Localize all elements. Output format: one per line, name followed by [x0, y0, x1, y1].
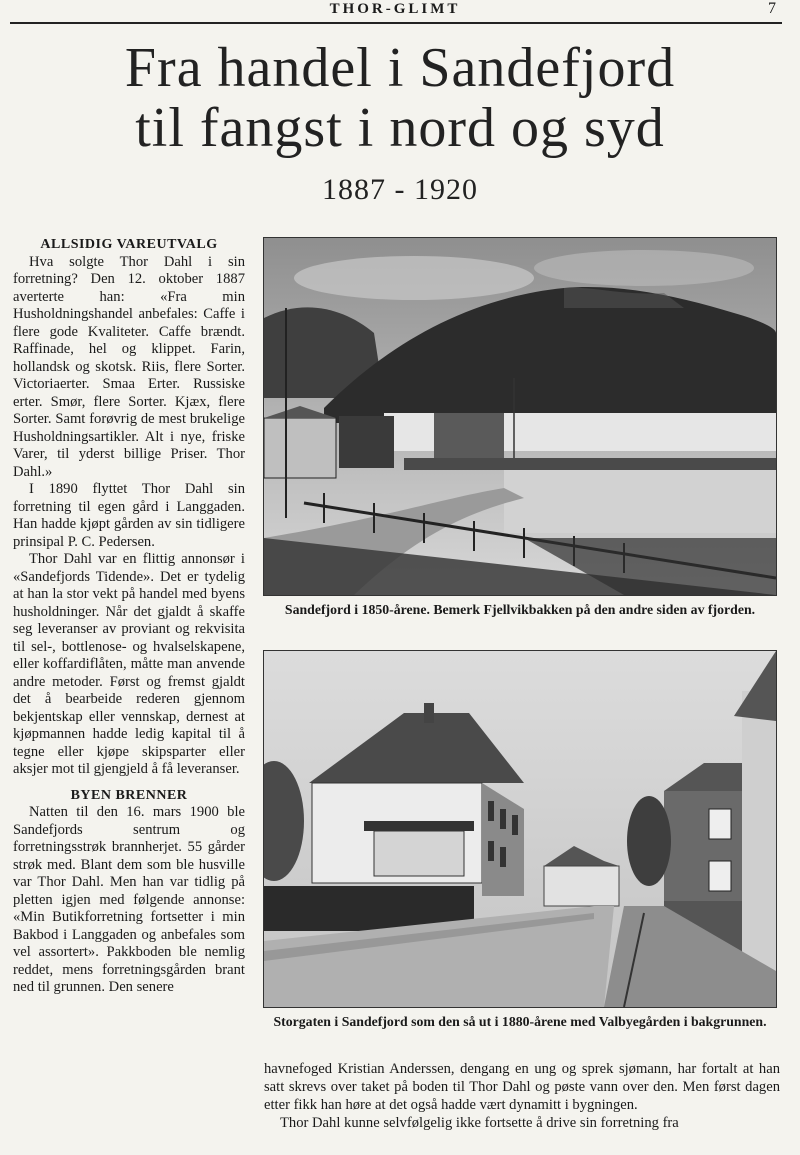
page-number: 7 — [768, 0, 776, 17]
photo-caption-2: Storgaten i Sandefjord som den så ut i 1880-årene med Valbyegården i bakgrunnen. — [273, 1014, 767, 1029]
section-heading-vareutvalg: ALLSIDIG VAREUTVALG — [40, 237, 218, 252]
left-column — [13, 236, 245, 997]
article-headline — [0, 38, 800, 210]
paragraph: I 1890 flyttet Thor Dahl sin forretning til egen gård i Langgaden. Han hadde kjøpt gården av sin tidligere prinsipal P. C. Pedersen. — [13, 481, 245, 550]
photo-caption-1: Sandefjord i 1850-årene. Bemerk Fjellvikbakken på den andre siden av fjorden. — [284, 602, 756, 617]
headline-years: 1887 - 1920 — [322, 173, 478, 206]
paragraph: havnefoged Kristian Anderssen, dengang en ung og sprek sjømann, har fortalt at han satt skrevs over taket på boden til Thor Dahl og pøste vann over den. Men først dagen etter fikk han høre at det også hadde vært dynamitt i bygningen. — [264, 1061, 780, 1113]
headline-line-2: til fangst i nord og syd — [135, 97, 665, 159]
magazine-title: THOR-GLIMT — [329, 1, 461, 17]
section-heading-byen-brenner: BYEN BRENNER — [70, 787, 188, 803]
paragraph: Natten til den 16. mars 1900 ble Sandefjords sentrum og forretningsstrøk brannherjet. 55 gårder strøk med. Blant dem som ble husville var Thor Dahl. Men han var tidlig på pletten igjen med følgende annonse: «Min Butikforretning fortsetter i min Bakbod i Langgaden og anbefales som vel assortert». Pakkboden ble nemlig reddet, mens forretningsgården brant ned til grunnen. Den senere — [13, 804, 245, 995]
header-rule — [10, 22, 782, 24]
paragraph: Thor Dahl var en flittig annonsør i «Sandefjords Tidende». Det er tydelig at han la stor vekt på handel med byens husholdninger. Når det gjaldt å skaffe seg leveranser av proviant og rekvisita til sel-, bottlenose- og hvalselskapene, eller koffardiflåten, måtte man anvende andre metoder. Først og fremst gjaldt det å bearbeide rederen gjennom bekjentskap eller vennskap, dernest at kjøpmannen hadde ledig kapital til å tegne eller kjøpe skipsparter eller aksjer mot til gjengjeld å få leveranser. — [13, 551, 245, 777]
photo-storgaten-1880s — [263, 650, 777, 1008]
headline-line-1: Fra handel i Sandefjord — [124, 37, 676, 99]
paragraph: Hva solgte Thor Dahl i sin forretning? Den 12. oktober 1887 averterte han: «Fra min Husholdningshandel anbefales: Caffe i flere gode Kvaliteter. Caffe brændt. Raffinade, hel og klippet. Farin, hollandsk og skotsk. Riis, flere Sorter. Victoriaerter. Smaa Erter. Russiske erter. Smør, flere Sorter. Kjæx, flere Sorter. Samt forøvrig de mest brukelige Husholdningsartikler. Alt i nye, friske Varer, til yderst billige Priser. Thor Dahl.» — [13, 253, 245, 480]
page-header — [0, 0, 800, 22]
right-column-text — [264, 1060, 780, 1132]
paragraph: Thor Dahl kunne selvfølgelig ikke fortsette å drive sin forretning fra — [280, 1115, 679, 1131]
photo-sandefjord-1850s — [263, 237, 777, 596]
